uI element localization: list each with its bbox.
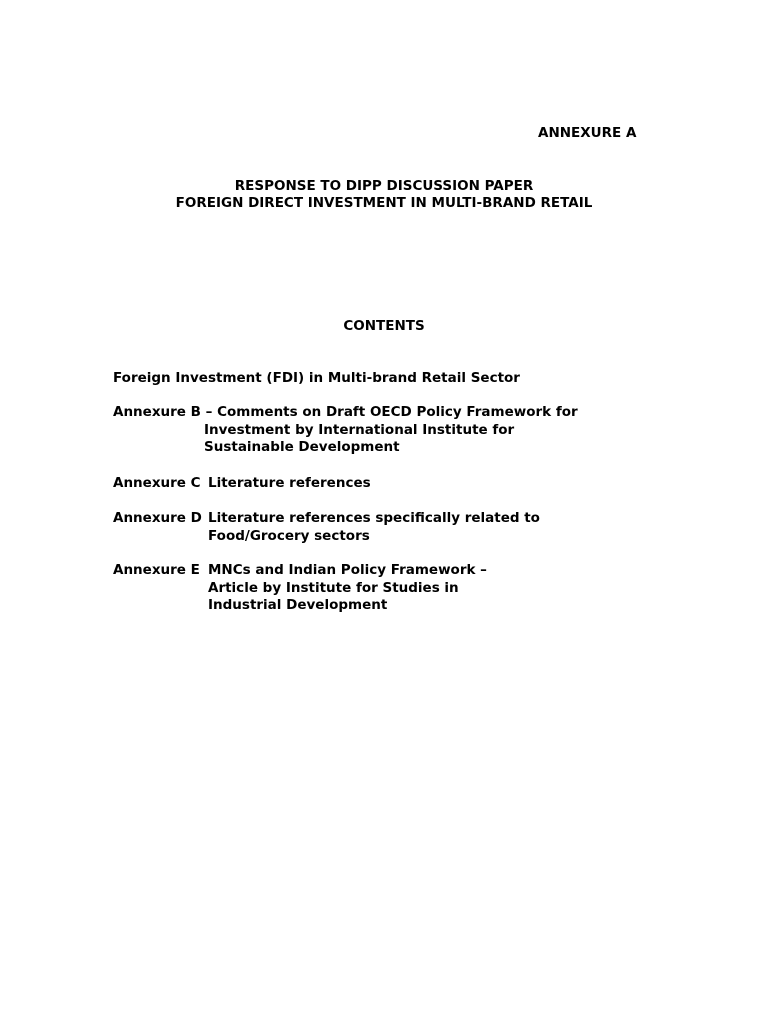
annexure-e-line-2: Article by Institute for Studies in <box>208 579 459 596</box>
annexure-d-label: Annexure D <box>113 510 202 526</box>
contents-intro <box>113 370 520 388</box>
annexure-b-line-3: Sustainable Development <box>204 439 400 455</box>
annexure-e-label: Annexure E <box>113 562 200 578</box>
annexure-b-line-2: Investment by International Institute for <box>204 421 515 438</box>
annexure-label: ANNEXURE A <box>538 125 637 141</box>
title-line-1: RESPONSE TO DIPP DISCUSSION PAPER <box>234 178 534 194</box>
contents-annexure-d <box>113 510 540 545</box>
contents-annexure-c <box>113 475 371 493</box>
contents-annexure-b <box>113 404 578 457</box>
annexure-c-text: Literature references <box>208 475 371 491</box>
contents-heading: CONTENTS <box>343 318 425 334</box>
annexure-c-label: Annexure C <box>113 475 201 491</box>
annexure-d-line-2: Food/Grocery sectors <box>208 527 370 544</box>
title-line-2: FOREIGN DIRECT INVESTMENT IN MULTI-BRAND RETAIL <box>175 195 593 211</box>
annexure-e-line-3: Industrial Development <box>208 597 388 613</box>
annexure-d-line-1: Literature references specifically related to <box>208 510 540 526</box>
contents-annexure-e <box>113 562 487 615</box>
contents-intro-text: Foreign Investment (FDI) in Multi-brand Retail Sector <box>113 370 520 386</box>
annexure-e-line-1: MNCs and Indian Policy Framework – <box>208 562 487 578</box>
annexure-b-line-1: Annexure B – Comments on Draft OECD Policy Framework for <box>113 404 578 420</box>
